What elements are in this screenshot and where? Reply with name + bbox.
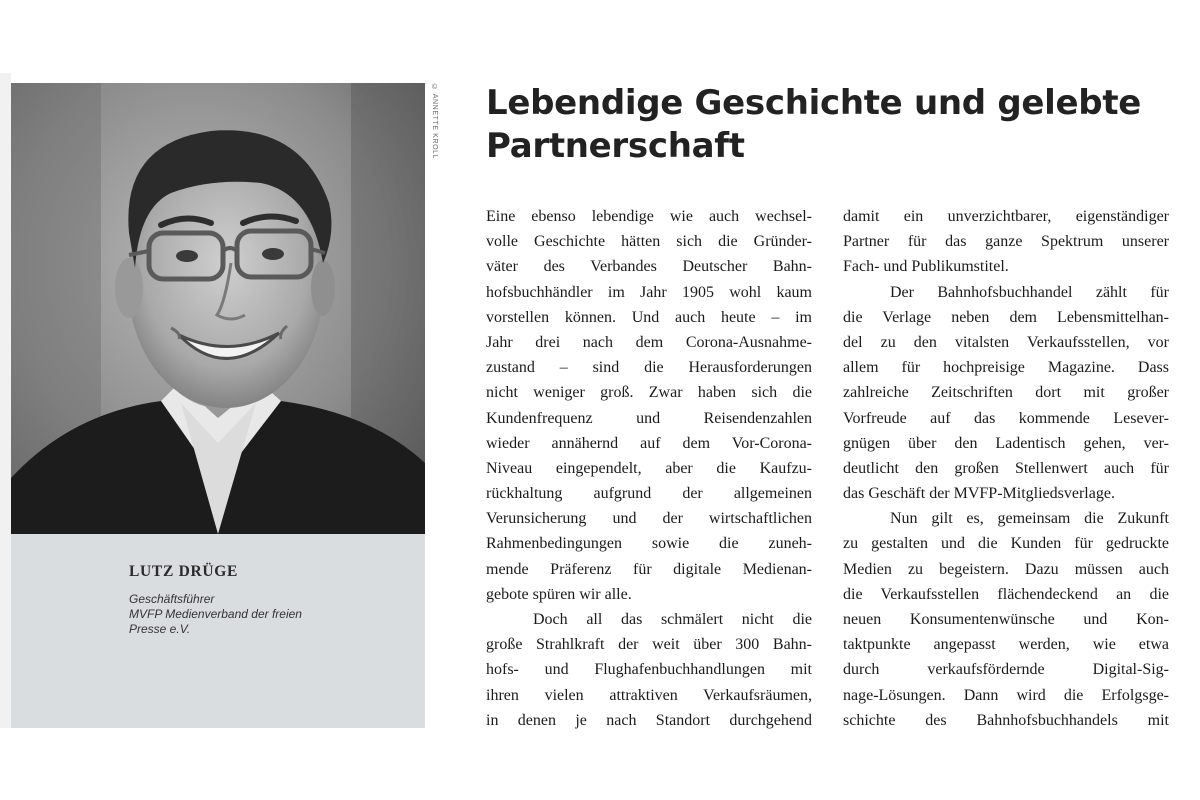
role-line: Geschäftsführer [129,592,215,606]
portrait-photo [11,83,425,534]
text-line: zu gestalten und die Kunden für gedruckte [843,535,1169,553]
page-edge-strip [0,73,11,728]
text-line: durch verkaufsfördernde Digital-Sig- [843,661,1169,679]
text-column-1 [486,204,812,733]
text-line: väter des Verbandes Deutscher Bahn- [486,258,812,276]
text-line: zahlreiche Zeitschriften dort mit großer [843,384,1169,402]
text-line: Kundenfrequenz und Reisendenzahlen [486,409,812,427]
text-line: in denen je nach Standort durchgehend [486,711,812,729]
text-line: Rahmenbedingungen sowie die zuneh- [486,535,812,553]
person-role [129,592,349,637]
text-line: deutlicht den großen Stellenwert auch für [843,459,1169,477]
text-line: Doch all das schmälert nicht die [533,611,812,628]
role-line: Presse e.V. [129,622,191,636]
text-line: hofs- und Flughafenbuchhandlungen mit [486,661,812,679]
text-line: gnügen über den Ladentisch gehen, ver- [843,434,1169,452]
text-line: wieder annähernd auf dem Vor-Corona- [486,434,812,452]
caption-box [11,534,425,728]
text-line: taktpunkte angepasst werden, wie etwa [843,636,1169,654]
text-line: nicht weniger groß. Zwar haben sich die [486,384,812,402]
text-line: Medien zu begeistern. Dazu müssen auch [843,560,1169,578]
article-headline [486,82,1166,168]
text-line: die Verlage neben dem Lebensmittelhan- [843,308,1169,326]
text-line: Der Bahnhofsbuchhandel zählt für [890,283,1169,301]
text-line: gebote spüren wir alle. [486,585,632,603]
text-line: Eine ebenso lebendige wie auch wechsel- [486,208,812,225]
text-line: schichte des Bahnhofsbuchhandels mit [843,711,1169,729]
role-line: MVFP Medienverband der freien [129,607,302,621]
photo-credit: © ANNETTE KROLL [431,84,438,160]
text-line: Verunsicherung und der wirtschaftlichen [486,510,812,528]
text-line: volle Geschichte hätten sich die Gründer- [486,233,812,251]
text-line: ihren vielen attraktiven Verkaufsräumen, [486,686,812,704]
text-line: nage-Lösungen. Dann wird die Erfolgsge- [843,686,1169,704]
text-line: Nun gilt es, gemeinsam die Zukunft [890,510,1169,528]
text-line: mende Präferenz für digitale Medienan- [486,560,812,578]
text-line: del zu den vitalsten Verkaufsstellen, vor [843,333,1169,351]
text-line: neuen Konsumentenwünsche und Kon- [843,611,1169,628]
text-column-2 [843,204,1169,733]
person-name: LUTZ DRÜGE [129,563,239,580]
portrait-illustration [11,83,425,534]
text-line: zustand – sind die Herausforderungen [486,359,812,377]
headline-line: Partnerschaft [486,126,745,166]
text-line: die Verkaufsstellen flächendeckend an die [843,585,1169,603]
text-line: das Geschäft der MVFP-Mitgliedsverlage. [843,485,1115,503]
text-line: allem für hochpreisige Magazine. Dass [843,359,1169,377]
text-line: Jahr drei nach dem Corona-Ausnahme- [486,333,812,351]
text-line: große Strahlkraft der weit über 300 Bahn- [486,636,812,654]
text-line: damit ein unverzichtbarer, eigenständiger [843,208,1169,225]
text-line: vorstellen können. Und auch heute – im [486,308,812,326]
text-line: rückhaltung aufgrund der allgemeinen [486,485,812,503]
text-line: Niveau eingependelt, aber die Kaufzu- [486,459,812,477]
text-line: hofsbuchhändler im Jahr 1905 wohl kaum [486,283,812,301]
text-line: Fach- und Publikumstitel. [843,258,1009,276]
text-line: Partner für das ganze Spektrum unserer [843,233,1169,251]
text-line: Vorfreude auf das kommende Lesever- [843,409,1169,427]
headline-line: Lebendige Geschichte und gelebte [486,83,1142,123]
